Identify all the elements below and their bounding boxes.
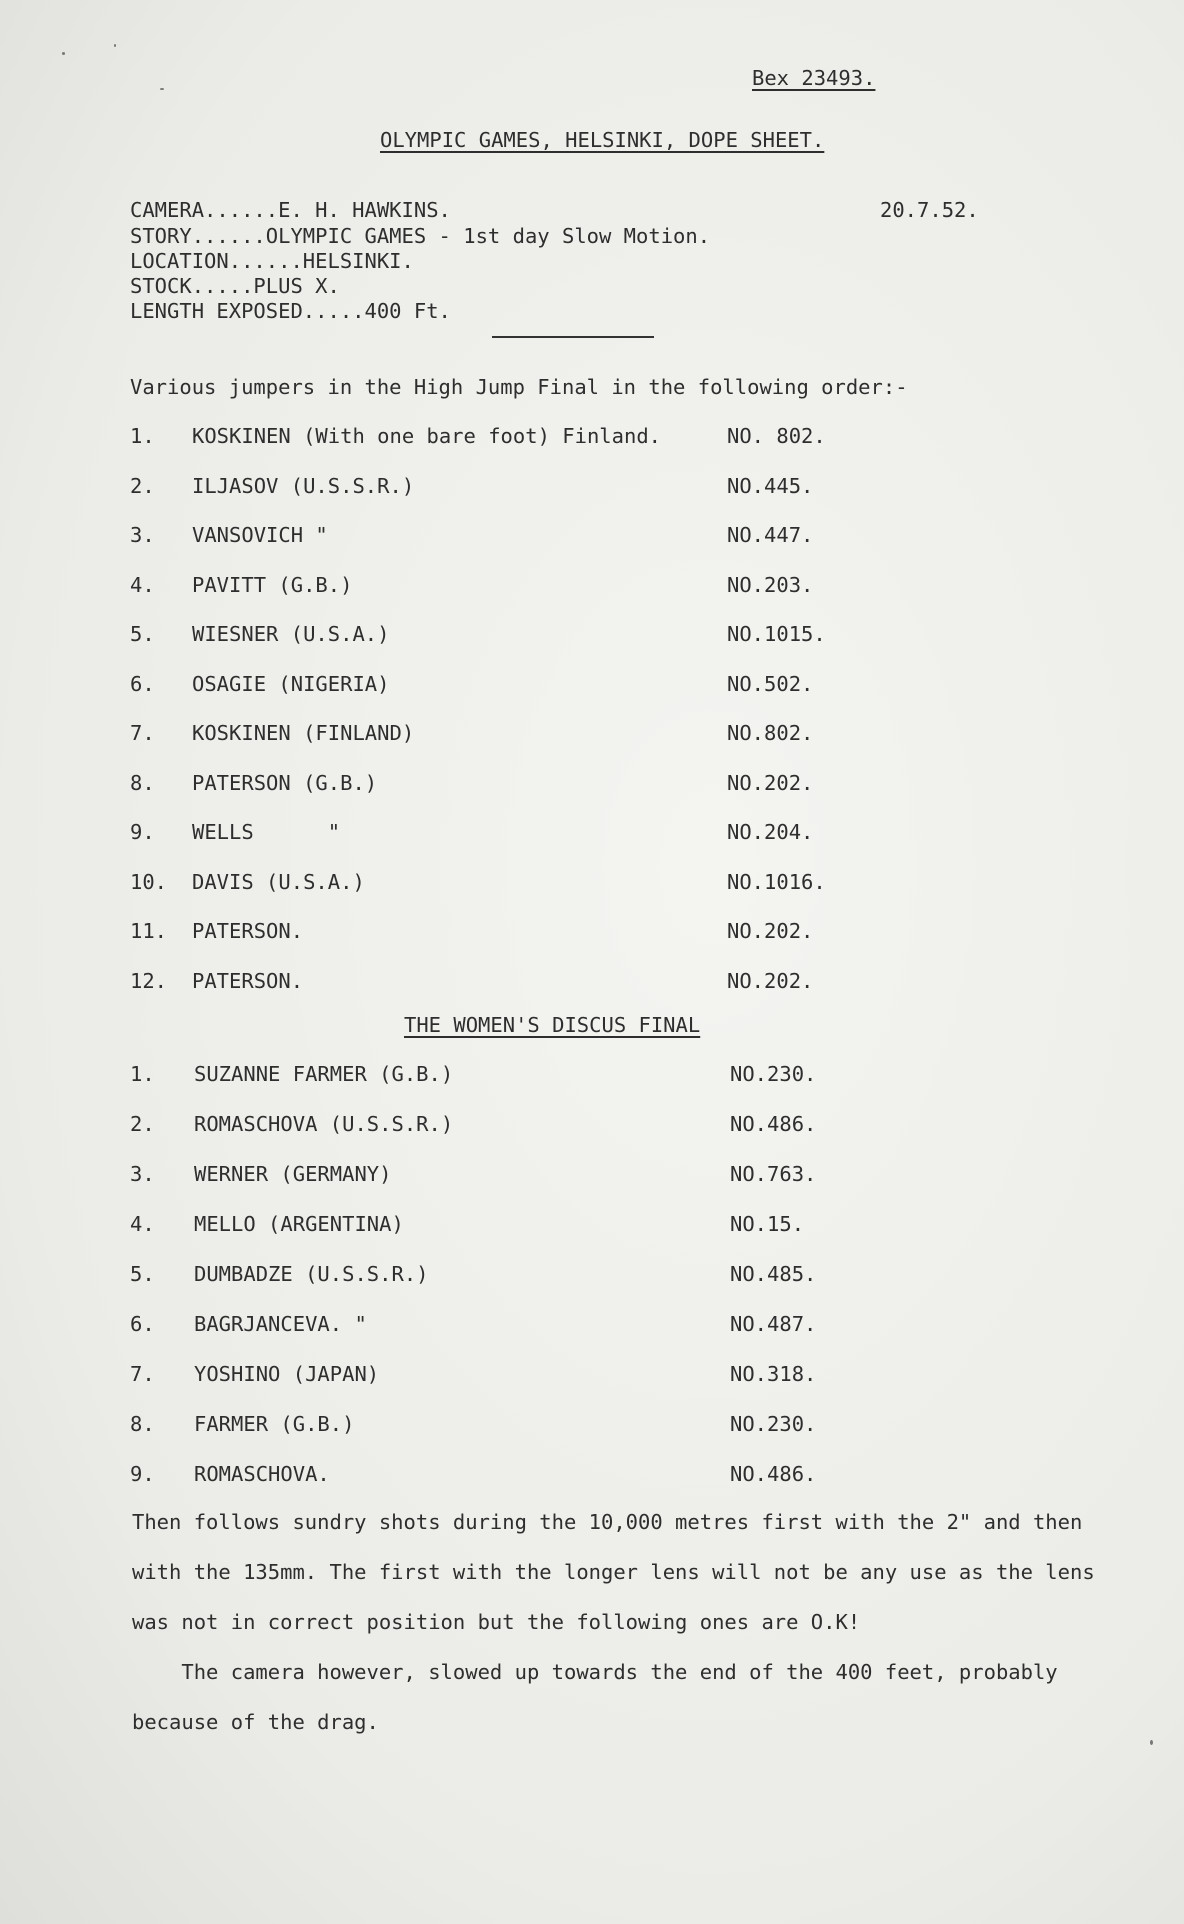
item-number: 5.	[130, 622, 155, 646]
item-number: 5.	[130, 1262, 155, 1286]
item-number: 8.	[130, 1412, 155, 1436]
story-line: STORY......OLYMPIC GAMES - 1st day Slow Motion.	[130, 224, 711, 248]
athlete-name: SUZANNE FARMER (G.B.)	[194, 1062, 454, 1086]
closing-line: was not in correct position but the following ones are O.K!	[132, 1610, 861, 1634]
item-number: 9.	[130, 1462, 155, 1486]
stock-line: STOCK.....PLUS X.	[130, 274, 340, 298]
box-reference: Bex 23493.	[752, 66, 876, 90]
bib-number: NO.445.	[727, 473, 814, 498]
bib-number: NO.447.	[727, 523, 814, 547]
page-heading: OLYMPIC GAMES, HELSINKI, DOPE SHEET.	[380, 128, 825, 152]
bib-number: NO.202.	[727, 919, 814, 943]
length-exposed-line: LENGTH EXPOSED.....400 Ft.	[130, 299, 451, 323]
bib-number: NO.230.	[730, 1412, 817, 1436]
item-number: 6.	[130, 671, 155, 696]
item-number: 8.	[130, 770, 155, 795]
camera-line: CAMERA......E. H. HAWKINS.	[130, 198, 451, 222]
bib-number: NO.486.	[730, 1462, 817, 1486]
item-number: 11.	[130, 919, 168, 943]
item-number: 1.	[130, 1062, 155, 1086]
bib-number: NO.15.	[730, 1212, 805, 1236]
athlete-name: PATERSON (G.B.)	[192, 770, 378, 795]
item-number: 4.	[130, 1212, 155, 1236]
athlete-name: YOSHINO (JAPAN)	[194, 1362, 380, 1386]
athlete-name: ROMASCHOVA (U.S.S.R.)	[194, 1112, 454, 1136]
closing-line: Then follows sundry shots during the 10,000 metres first with the 2" and then	[132, 1510, 1083, 1534]
athlete-name: PAVITT (G.B.)	[192, 572, 353, 597]
athlete-name: KOSKINEN (FINLAND)	[192, 721, 415, 745]
bib-number: NO.802.	[727, 721, 814, 745]
bib-number: NO.202.	[727, 770, 814, 795]
bib-number: NO.485.	[730, 1262, 817, 1286]
paper-speck	[160, 88, 164, 90]
item-number: 2.	[130, 1112, 155, 1136]
discus-heading: THE WOMEN'S DISCUS FINAL	[404, 1013, 701, 1037]
athlete-name: WELLS "	[192, 820, 341, 844]
item-number: 3.	[130, 1162, 155, 1186]
paper-speck	[1150, 1740, 1153, 1745]
athlete-name: DAVIS (U.S.A.)	[192, 869, 365, 894]
athlete-name: KOSKINEN (With one bare foot) Finland.	[192, 424, 661, 448]
item-number: 7.	[130, 1362, 155, 1386]
divider-rule	[492, 336, 654, 338]
athlete-name: OSAGIE (NIGERIA)	[192, 671, 390, 696]
athlete-name: PATERSON.	[192, 968, 304, 993]
date-line: 20.7.52.	[880, 198, 979, 222]
closing-line: The camera however, slowed up towards the end of the 400 feet, probably	[132, 1660, 1058, 1684]
athlete-name: WERNER (GERMANY)	[194, 1162, 392, 1186]
bib-number: NO.502.	[727, 671, 814, 696]
bib-number: NO.230.	[730, 1062, 817, 1086]
athlete-name: ILJASOV (U.S.S.R.)	[192, 473, 415, 498]
item-number: 3.	[130, 523, 155, 547]
bib-number: NO.202.	[727, 968, 814, 993]
bib-number: NO.1016.	[727, 869, 826, 894]
bib-number: NO.1015.	[727, 622, 826, 646]
bib-number: NO.318.	[730, 1362, 817, 1386]
item-number: 12.	[130, 968, 168, 993]
athlete-name: BAGRJANCEVA. "	[194, 1312, 367, 1336]
bib-number: NO.203.	[727, 572, 814, 597]
athlete-name: ROMASCHOVA.	[194, 1462, 330, 1486]
item-number: 6.	[130, 1312, 155, 1336]
bib-number: NO.763.	[730, 1162, 817, 1186]
item-number: 7.	[130, 721, 155, 745]
athlete-name: MELLO (ARGENTINA)	[194, 1212, 404, 1236]
paper-speck	[62, 52, 65, 55]
athlete-name: VANSOVICH "	[192, 523, 328, 547]
closing-line: with the 135mm. The first with the longer lens will not be any use as the lens	[132, 1560, 1095, 1584]
bib-number: NO. 802.	[727, 424, 826, 448]
bib-number: NO.204.	[727, 820, 814, 844]
item-number: 10.	[130, 869, 168, 894]
athlete-name: FARMER (G.B.)	[194, 1412, 355, 1436]
closing-line: because of the drag.	[132, 1710, 379, 1734]
paper-speck	[114, 44, 116, 47]
item-number: 1.	[130, 424, 155, 448]
athlete-name: DUMBADZE (U.S.S.R.)	[194, 1262, 429, 1286]
bib-number: NO.487.	[730, 1312, 817, 1336]
location-line: LOCATION......HELSINKI.	[130, 249, 414, 273]
item-number: 9.	[130, 820, 155, 844]
item-number: 2.	[130, 473, 155, 498]
high-jump-intro: Various jumpers in the High Jump Final in the following order:-	[130, 375, 908, 399]
athlete-name: WIESNER (U.S.A.)	[192, 622, 390, 646]
bib-number: NO.486.	[730, 1112, 817, 1136]
athlete-name: PATERSON.	[192, 919, 304, 943]
item-number: 4.	[130, 572, 155, 597]
